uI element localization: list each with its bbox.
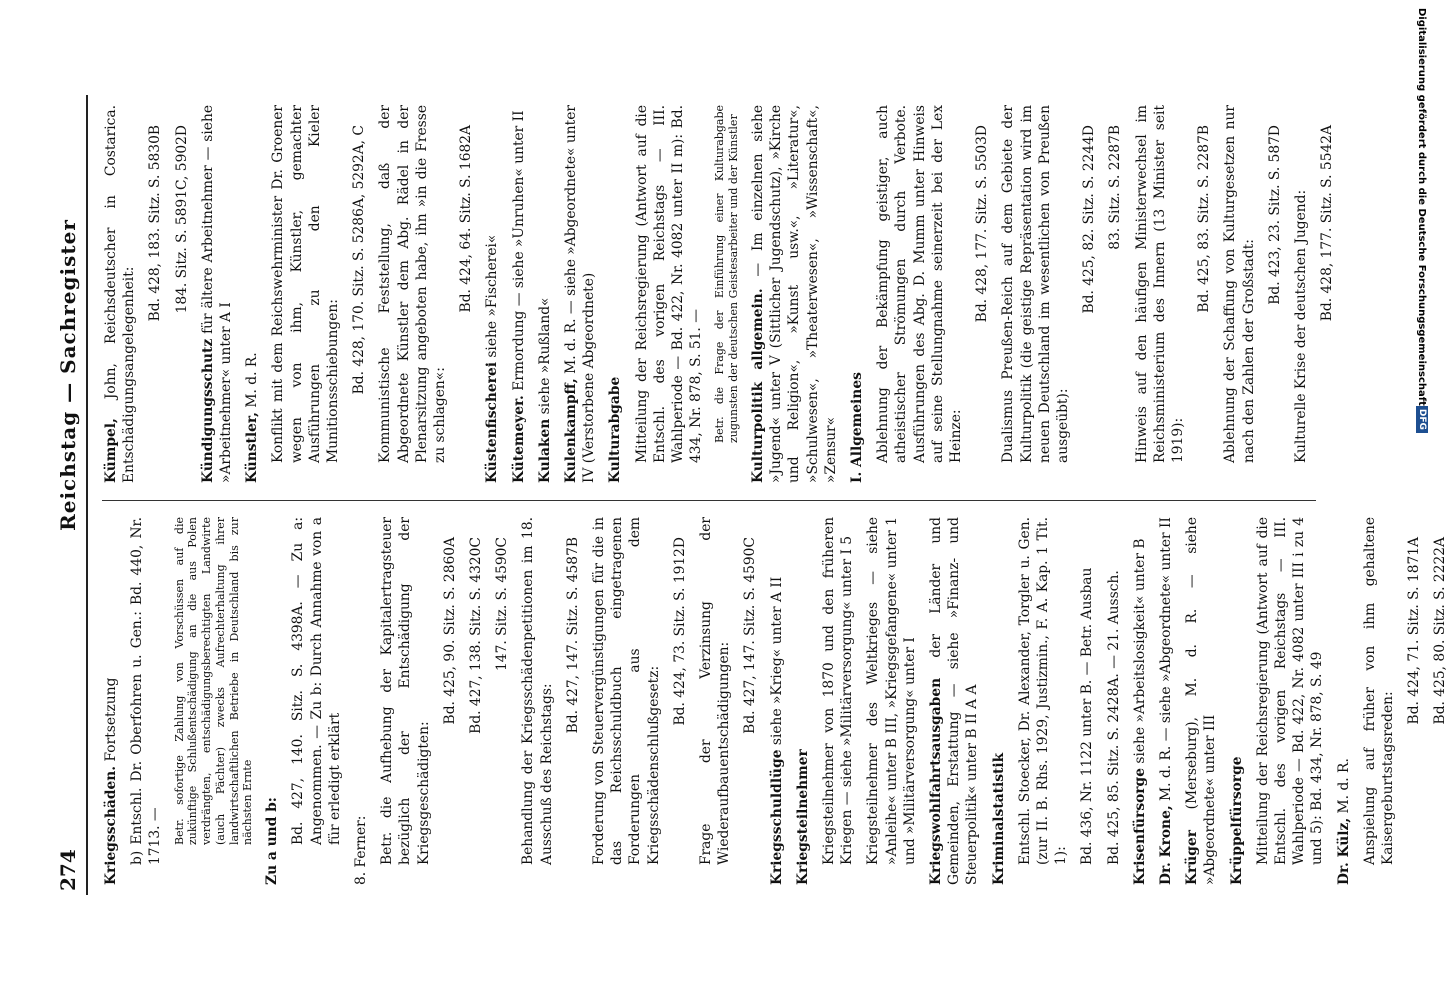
- index-entry: Forderung von Steuervergünstigungen für die in das Reichsschuldbuch eingetragenen Forderungen aus dem Kriegsschädenschlußgesetz:: [590, 517, 662, 865]
- entry-keyword: Krüger: [1184, 830, 1201, 885]
- index-entry: Hinweis auf den häufigen Ministerwechsel im Reichsministerium des Innern (13 Minister seit 1919):: [1133, 105, 1187, 463]
- index-entry: Bd. 425, 83. Sitz. S. 2287B: [1196, 125, 1213, 313]
- index-entry: [102, 517, 120, 885]
- index-entry: 8. Ferner:: [352, 815, 369, 885]
- entry-text: für ältere Arbeitnehmer — siehe »Arbeitnehmer« unter A I: [199, 105, 235, 483]
- index-entry: Kriegsteilnehmer von 1870 und den früheren Kriegen — siehe »Militärversorgung« unter I 5: [820, 517, 856, 865]
- entry-keyword: Kriegsteilnehmer: [794, 749, 811, 885]
- index-entry: [749, 105, 840, 483]
- index-entry: [243, 105, 261, 483]
- entry-keyword: Kriegsschäden.: [103, 765, 119, 885]
- entry-text: M. d. R.: [1335, 758, 1352, 818]
- index-entry: [536, 105, 554, 483]
- index-entry: Bd. 427, 140. Sitz. S. 4398A. — Zu a: Angenommen. — Zu b: Durch Annahme von a für erledigt erklärt: [290, 517, 343, 845]
- entry-keyword: Kulturabgabe: [607, 376, 624, 483]
- index-entry: Bd. 428, 183. Sitz. S. 5830B: [147, 125, 164, 322]
- index-entry: [848, 105, 866, 483]
- index-entry: [606, 105, 624, 483]
- index-entry: b) Entschl. Dr. Oberfohren u. Gen.: Bd. 440, Nr. 1713. —: [129, 517, 164, 865]
- index-entry: [562, 105, 598, 483]
- index-entry: Bd. 423, 23. Sitz. S. 587D: [1266, 125, 1283, 305]
- index-entry: Bd. 436, Nr. 1122 unter B. — Betr. Ausbau: [1079, 567, 1096, 865]
- right-column: [102, 104, 1336, 483]
- index-entry: Bd. 424, 73. Sitz. S. 1912D: [671, 537, 688, 726]
- entry-text: (Merseburg), M. d. R. — siehe »Abgeordnete« unter III: [1184, 517, 1219, 885]
- dfg-credit-text: Digitalisierung gefördert durch die Deutsche Forschungsgemeinschaft: [1416, 8, 1428, 406]
- index-entry: Frage der Verzinsung der Wiederaufbauentschädigungen:: [697, 517, 733, 865]
- index-entry: Betr. die Frage der Einführung einer Kulturabgabe zugunsten der deutschen Geistesarbeiter und der Künstler: [713, 105, 741, 443]
- entry-keyword: Kümpel,: [103, 418, 119, 483]
- index-entry: Bd. 428, 177. Sitz. S. 5503D: [974, 125, 991, 323]
- entry-keyword: Kulaken: [536, 418, 553, 483]
- entry-keyword: Kündigungsschutz: [199, 338, 216, 483]
- entry-text: siehe »Fischerei«: [484, 234, 501, 363]
- index-entry: Bd. 424, 64. Sitz. S. 1682A: [458, 125, 475, 313]
- header-rule: [86, 95, 88, 895]
- entry-text: Ermordung — siehe »Unruhen« unter II: [510, 110, 527, 396]
- index-entry: Bd. 425, 82. Sitz. S. 2244D: [1081, 125, 1098, 314]
- index-entry: Bd. 425, 90. Sitz. S. 2860A: [441, 537, 458, 725]
- entry-text: M. d. R. — siehe »Abgeordnete« unter IV (Verstorbene Abgeordnete): [563, 105, 598, 483]
- entry-text: siehe »Krieg« unter A II: [768, 576, 785, 750]
- entry-keyword: Kulturpolitik allgemein.: [749, 288, 766, 483]
- index-entry: [1228, 517, 1246, 885]
- index-entry: 147. Sitz. S. 4590C: [494, 537, 511, 671]
- entry-keyword: Krüppelfürsorge: [1228, 756, 1245, 885]
- entry-keyword: Kriegswohlfahrtsausgaben: [928, 677, 944, 885]
- entry-text: John, Reichsdeutscher in Costarica. Entschädigungsangelegenheit:: [103, 105, 138, 483]
- entry-text: siehe »Rußland«: [536, 297, 553, 419]
- index-entry: [794, 517, 812, 885]
- index-entry: Bd. 427, 138. Sitz. S. 4320C: [467, 537, 484, 734]
- index-entry: Konflikt mit dem Reichswehrminister Dr. Groener wegen von ihm, Künstler, gemachter Ausführungen zu den Kieler Munitionsschiebungen:: [270, 105, 342, 463]
- index-entry: Zu a und b:: [264, 797, 281, 885]
- entry-keyword: Kriminalstatistik: [990, 752, 1007, 885]
- index-entry: 83. Sitz. S. 2287B: [1107, 125, 1124, 250]
- index-entry: [768, 517, 786, 885]
- entry-text: — Im einzelnen siehe »Jugend« unter V (Sittlicher Jugendschutz), »Kirche und Religion«, »Kunst usw.«, »Literatur«, »Schulwesen«, »Theaterwesen«, »Wissenschaft«, »Zensur«: [749, 104, 839, 483]
- entry-text: Fortsetzung: [103, 677, 119, 766]
- index-entry: Bd. 425, 80. Sitz. S. 2222A: [1432, 537, 1449, 725]
- page-header: [56, 95, 84, 905]
- index-entry: [1335, 517, 1353, 885]
- entry-keyword: Kulenkampff,: [563, 378, 580, 483]
- entry-keyword: I. Allgemeines: [849, 372, 865, 483]
- entry-text: siehe »Arbeitslosigkeit« unter B: [1131, 538, 1148, 769]
- entry-text: M. d. R.: [244, 352, 261, 413]
- dfg-credit-strip: [1412, 8, 1432, 992]
- index-entry: [927, 517, 982, 885]
- left-column: [102, 517, 1449, 885]
- index-entry: Mitteilung der Reichsregierung (Antwort auf die Entschl. des vorigen Reichstags — III. Wahlperiode — Bd. 422, Nr. 4082 unter II m): Bd. 434, Nr. 878, S. 51. —: [633, 105, 705, 463]
- index-entry: Betr. die Aufhebung der Kapitalertragsteuer bezüglich der Entschädigung der Kriegsgeschädigten:: [379, 517, 432, 865]
- index-entry: [483, 105, 501, 483]
- dfg-logo-icon: DFG: [1416, 406, 1428, 433]
- index-entry: Anspielung auf früher von ihm gehaltene Kaisergeburtstagsreden:: [1361, 517, 1397, 865]
- index-entry: Kriegsteilnehmer des Weltkrieges — siehe »Anleihe« unter B III, »Kriegsgefangene« unter 1 und »Militärversorgung« unter I: [865, 517, 918, 865]
- index-entry: [1131, 517, 1149, 885]
- index-entry: Ablehnung der Bekämpfung geistiger, auch atheistischer Strömungen durch Verbote. Ausführungen des Abg. D. Mumm unter Hinweis auf seine Stellungnahme seinerzeit bei der Lex Heinze:: [875, 105, 965, 463]
- index-entry: Mitteilung der Reichsregierung (Antwort auf die Entschl. des vorigen Reichstags — III. Wahlperiode — Bd. 422, Nr. 4082 unter III i zu 4 und 5): Bd. 434, Nr. 878, S. 49: [1254, 517, 1326, 865]
- index-entry: Bd. 425, 85. Sitz. S. 2428A. — 21. Aussch.: [1105, 570, 1122, 865]
- index-entry: Kulturelle Krise der deutschen Jugend:: [1293, 189, 1310, 463]
- index-entry: [102, 105, 138, 483]
- index-entry: Betr. sofortige Zahlung von Vorschüssen auf die zukünftige Schlußentschädigung an die aus Polen verdrängten, entschädigungsberechtigten Landwirte (auch Pächter) zwecks Aufrechterhaltung ihrer landwirtschaftlichen Betriebe in Deutschland bis zur nächsten Ernte: [172, 517, 255, 845]
- entry-keyword: Künstler,: [244, 412, 261, 483]
- entry-keyword: Kriegsschuldlüge: [768, 749, 785, 885]
- entry-keyword: Dr. Külz,: [1335, 817, 1352, 885]
- index-entry: Entschl. Stoecker, Dr. Alexander, Torgler u. Gen. (zur II. B. Rhs. 1929, Justizmin., F. A. Kap. 1 Tit. 1):: [1016, 517, 1070, 865]
- index-entry: Bd. 428, 177. Sitz. S. 5542A: [1319, 125, 1336, 322]
- page-number: 274: [56, 849, 80, 891]
- index-entry: [1157, 517, 1175, 885]
- index-entry: [199, 105, 235, 483]
- index-entry: Bd. 427, 147. Sitz. S. 4587B: [564, 537, 581, 734]
- entry-keyword: Küstenfischerei: [484, 362, 501, 483]
- index-entry: [1183, 517, 1219, 885]
- column-divider: [102, 500, 1316, 501]
- index-entry: Dualismus Preußen-Reich auf dem Gebiete der Kulturpolitik (die geistige Repräsentation wird im neuen Deutschland im wesentlichen von Preußen ausgeübt):: [1000, 105, 1072, 463]
- index-entry: Bd. 428, 170. Sitz. S. 5286A, 5292A, C: [351, 125, 368, 395]
- index-entry: 184. Sitz. S. 5891C, 5902D: [173, 125, 190, 314]
- entry-keyword: Kütemeyer.: [510, 395, 527, 483]
- index-entry: [990, 517, 1008, 885]
- entry-text: der Länder und Gemeinden, Erstattung — siehe »Finanz- und Steuerpolitik« unter B II A A: [928, 517, 981, 885]
- index-entry: Behandlung der Kriegsschädenpetitionen im 18. Ausschuß des Reichstags:: [520, 517, 555, 865]
- index-entry: Bd. 427, 147. Sitz. S. 4590C: [742, 537, 759, 734]
- index-entry: Kommunistische Feststellung, daß der Abgeordnete Künstler dem Abg. Rädel in der Plenarsitzung angeboten habe, ihn »in die Fresse zu schlagen«:: [377, 105, 449, 463]
- index-entry: Ablehnung der Schaffung von Kulturgesetzen nur nach den Zahlen der Großstadt:: [1222, 105, 1257, 463]
- page-title: Reichstag — Sachregister: [56, 219, 80, 531]
- entry-keyword: Krisenfürsorge: [1131, 768, 1148, 885]
- index-entry: Bd. 424, 71. Sitz. S. 1871A: [1406, 537, 1423, 725]
- entry-keyword: Dr. Krone,: [1158, 805, 1175, 885]
- entry-text: M. d. R. — siehe »Abgeordnete« unter II: [1158, 517, 1175, 806]
- index-entry: [510, 105, 528, 483]
